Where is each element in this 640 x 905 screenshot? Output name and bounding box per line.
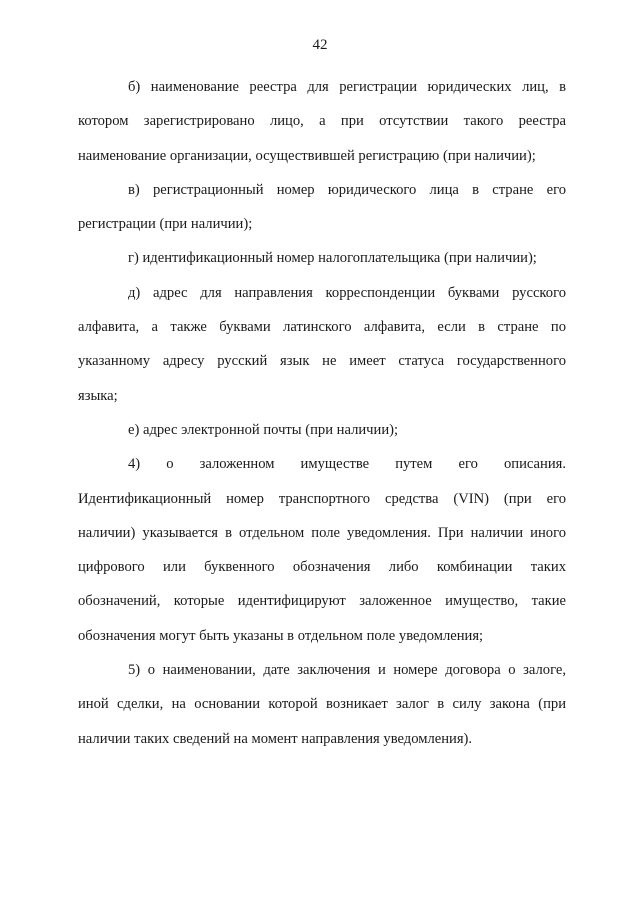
paragraph-registration-number: [78, 173, 566, 242]
text-line: иной сделки, на основании которой возникает залог в силу закона (при: [78, 696, 566, 713]
text-line: языка;: [78, 387, 118, 404]
paragraph-registry-name: [78, 70, 566, 173]
document-body: [78, 70, 566, 756]
text-line: 5) о наименовании, дате заключения и номере договора о залоге,: [128, 662, 566, 679]
paragraph-email: [78, 413, 566, 447]
paragraph-taxpayer-id: [78, 241, 566, 275]
text-line: обозначений, которые идентифицируют заложенное имущество, такие: [78, 593, 566, 610]
text-line: 4) о заложенном имуществе путем его описания.: [128, 456, 566, 473]
text-line: Идентификационный номер транспортного средства (VIN) (при его: [78, 490, 566, 507]
text-line: наименование организации, осуществившей регистрацию (при наличии);: [78, 147, 536, 164]
text-line: наличии таких сведений на момент направления уведомления).: [78, 730, 473, 747]
paragraph-correspondence-address: [78, 276, 566, 413]
text-line: б) наименование реестра для регистрации юридических лиц, в: [128, 79, 566, 95]
text-line: е) адрес электронной почты (при наличии);: [128, 421, 399, 438]
page-number: 42: [312, 37, 328, 53]
text-line: цифрового или буквенного обозначения либо комбинации таких: [78, 559, 566, 576]
text-line: в) регистрационный номер юридического лица в стране его: [128, 181, 566, 198]
paragraph-pledge-agreement: [78, 653, 566, 756]
text-line: г) идентификационный номер налогоплательщика (при наличии);: [128, 250, 537, 267]
text-line: указанному адресу русский язык не имеет статуса государственного: [78, 353, 566, 370]
text-line: обозначения могут быть указаны в отдельном поле уведомления;: [78, 627, 484, 644]
text-line: д) адрес для направления корреспонденции буквами русского: [128, 284, 566, 301]
text-line: регистрации (при наличии);: [78, 216, 253, 233]
paragraph-pledged-property: [78, 447, 566, 653]
text-line: котором зарегистрировано лицо, а при отсутствии такого реестра: [78, 113, 566, 130]
text-line: алфавита, а также буквами латинского алфавита, если в стране по: [78, 319, 566, 336]
text-line: наличии) указывается в отдельном поле уведомления. При наличии иного: [78, 524, 566, 541]
